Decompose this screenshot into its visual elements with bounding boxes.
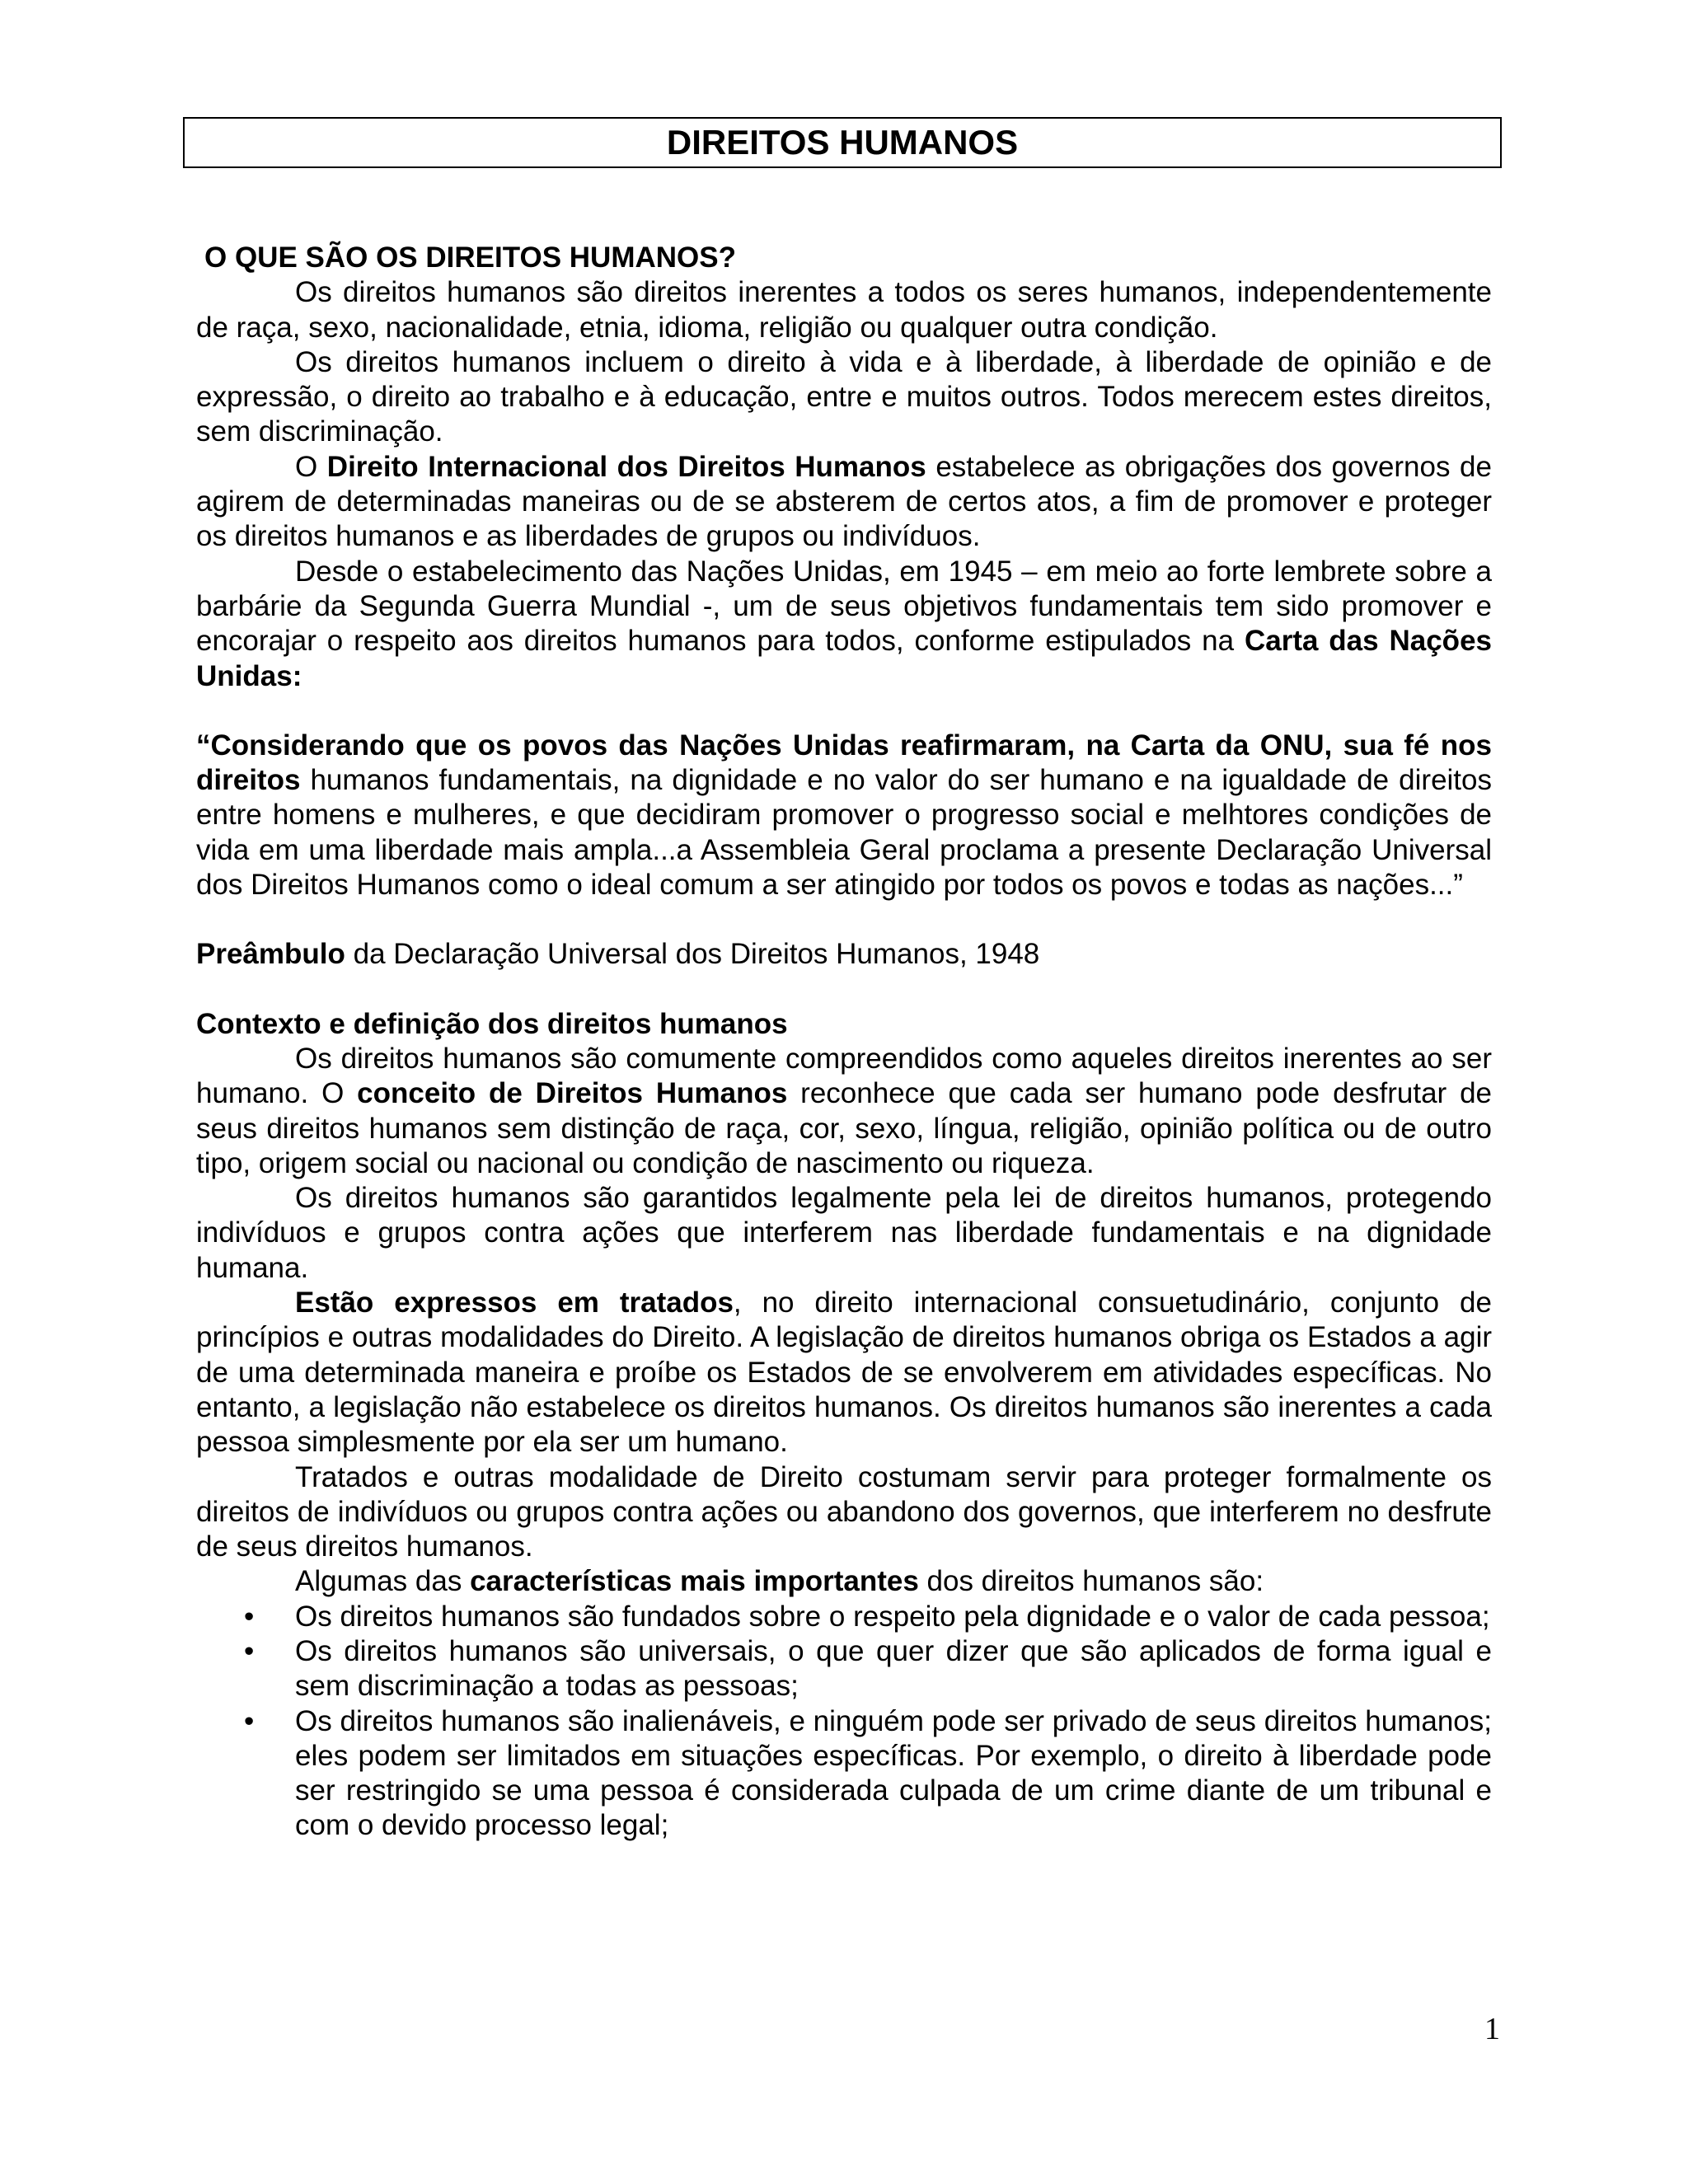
list-item: • Os direitos humanos são universais, o que quer dizer que são aplicados de forma igual e sem discriminação a todas as pessoas; bbox=[244, 1634, 1492, 1703]
paragraph: O Direito Internacional dos Direitos Humanos estabelece as obrigações dos governos de agirem de determinadas maneiras ou de se absterem de certos atos, a fim de promover e proteger os direitos humanos e as liberdades de grupos ou indivíduos. bbox=[196, 450, 1492, 553]
paragraph: Os direitos humanos são garantidos legalmente pela lei de direitos humanos, protegendo indivíduos e grupos contra ações que interferem nas liberdade fundamentais e na dignidade humana. bbox=[196, 1182, 1492, 1284]
paragraph: Tratados e outras modalidade de Direito costumam servir para proteger formalmente os direitos de indivíduos ou grupos contra ações ou abandono dos governos, que interferem no desfrute de seus direitos humanos. bbox=[196, 1460, 1492, 1563]
quote-bold: “Considerando que os povos das Nações Unidas reafirmaram, na Carta da ONU, sua fé nos direitos bbox=[196, 729, 1492, 797]
document-body bbox=[196, 241, 1492, 1844]
page-number: 1 bbox=[1484, 2012, 1500, 2046]
paragraph: Algumas das características mais importantes dos direitos humanos são: bbox=[295, 1565, 1264, 1598]
bullet-icon: • bbox=[244, 1634, 255, 1667]
bold-term: conceito de Direitos Humanos bbox=[357, 1077, 788, 1110]
bullet-icon: • bbox=[244, 1600, 255, 1633]
paragraph: Estão expressos em tratados, no direito internacional consuetudinário, conjunto de princípios e outras modalidades do Direito. A legislação de direitos humanos obriga os Estados a agir de uma determinada maneira e proíbe os Estados de se envolverem em atividades específicas. No entanto, a legislação não estabelece os direitos humanos. Os direitos humanos são inerentes a cada pessoa simplesmente por ela ser um humano. bbox=[196, 1286, 1492, 1459]
section-heading-context: Contexto e definição dos direitos humanos bbox=[196, 1007, 788, 1040]
document-title bbox=[183, 117, 1502, 168]
bold-term: Carta das Nações Unidas: bbox=[196, 625, 1492, 692]
paragraph: Desde o estabelecimento das Nações Unidas, em 1945 – em meio ao forte lembrete sobre a barbárie da Segunda Guerra Mundial -, um de seus objetivos fundamentais tem sido promover e encorajar o respeito aos direitos humanos para todos, conforme estipulados na Carta das Nações Unidas: bbox=[196, 555, 1492, 692]
list-item: • Os direitos humanos são inalienáveis, e ninguém pode ser privado de seus direitos humanos; eles podem ser limitados em situações específicas. Por exemplo, o direito à liberdade pode ser restringido se uma pessoa é considerada culpada de um crime diante de um tribunal e com o devido processo legal; bbox=[244, 1704, 1492, 1842]
quote-source: Preâmbulo da Declaração Universal dos Direitos Humanos, 1948 bbox=[196, 938, 1040, 971]
bold-term: Estão expressos em tratados bbox=[295, 1286, 734, 1319]
paragraph: Os direitos humanos incluem o direito à vida e à liberdade, à liberdade de opinião e de expressão, o direito ao trabalho e à educação, entre e muitos outros. Todos merecem estes direitos, sem discriminação. bbox=[196, 345, 1492, 448]
paragraph: Os direitos humanos são direitos inerentes a todos os seres humanos, independentemente de raça, sexo, nacionalidade, etnia, idioma, religião ou qualquer outra condição. bbox=[196, 276, 1492, 344]
bullet-icon: • bbox=[244, 1704, 255, 1737]
quote-paragraph: “Considerando que os povos das Nações Unidas reafirmaram, na Carta da ONU, sua fé nos direitos humanos fundamentais, na dignidade e no valor do ser humano e na igualdade de direitos entre homens e mulheres, e que decidiram promover o progresso social e melhtores condições de vida em uma liberdade mais ampla...a Assembleia Geral proclama a presente Declaração Universal dos Direitos Humanos como o ideal comum a ser atingido por todos os povos e todas as nações...” bbox=[196, 729, 1492, 902]
bold-term: Direito Internacional dos Direitos Humanos bbox=[326, 450, 926, 483]
paragraph: Os direitos humanos são comumente compreendidos como aqueles direitos inerentes ao ser humano. O conceito de Direitos Humanos reconhece que cada ser humano pode desfrutar de seus direitos humanos sem distinção de raça, cor, sexo, língua, religião, opinião política ou de outro tipo, origem social ou nacional ou condição de nascimento ou riqueza. bbox=[196, 1042, 1492, 1179]
bold-term: características mais importantes bbox=[470, 1565, 919, 1598]
section-heading-what-are-rights: O QUE SÃO OS DIREITOS HUMANOS? bbox=[204, 241, 736, 274]
list-item: • Os direitos humanos são fundados sobre o respeito pela dignidade e o valor de cada pessoa; bbox=[196, 1600, 1492, 1634]
document-title-text: DIREITOS HUMANOS bbox=[666, 123, 1019, 162]
characteristics-list bbox=[196, 1600, 1492, 1844]
